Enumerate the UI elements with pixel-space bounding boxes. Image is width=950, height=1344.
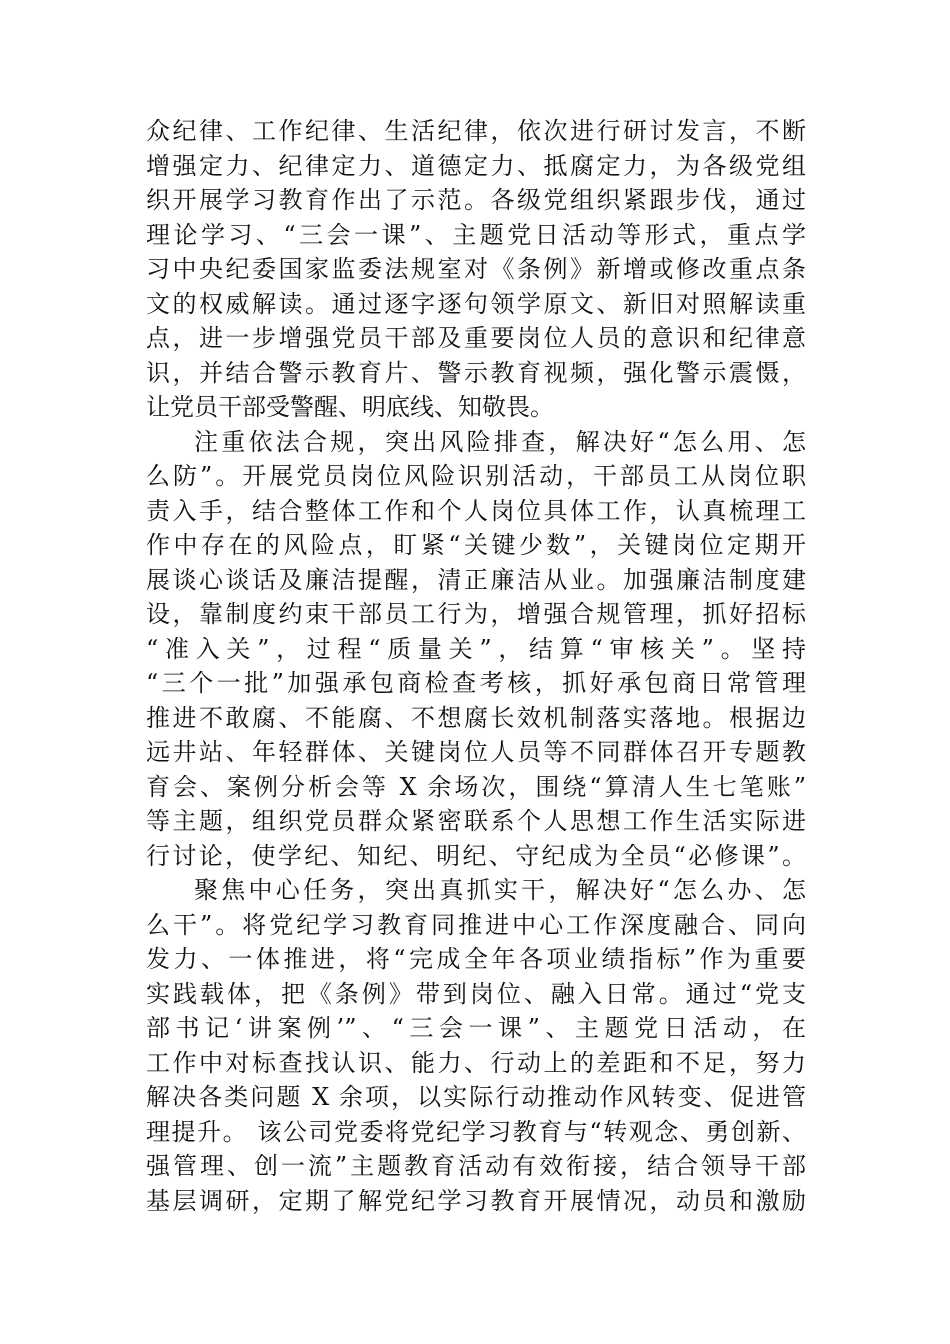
text-line: 么防”。开展党员岗位风险识别活动，干部员工从岗位职 [146, 462, 806, 490]
text-line: 实践载体，把《条例》带到岗位、融入日常。通过“党支 [146, 979, 806, 1008]
text-line: 让党员干部受警醒、明底线、知敬畏。 [146, 393, 554, 421]
text-line: “准入关”，过程“质量关”，结算“审核关”。坚持 [146, 634, 806, 663]
text-line: 远井站、年轻群体、关键岗位人员等不同群体召开专题教 [146, 738, 806, 766]
text-line: 聚焦中心任务，突出真抓实干，解决好“怎么办、怎 [194, 876, 806, 904]
text-line: 发力、一体推进，将“完成全年各项业绩指标”作为重要 [146, 945, 806, 973]
text-line: 基层调研，定期了解党纪学习教育开展情况，动员和激励 [146, 1186, 806, 1215]
text-line: 么干”。将党纪学习教育同推进中心工作深度融合、同向 [146, 910, 806, 939]
text-line: 注重依法合规，突出风险排查，解决好“怎么用、怎 [194, 427, 806, 456]
text-line: 习中央纪委国家监委法规室对《条例》新增或修改重点条 [146, 255, 806, 283]
text-line: 推进不敢腐、不能腐、不想腐长效机制落实落地。根据边 [146, 703, 806, 732]
text-line: 强管理、创一流”主题教育活动有效衔接，结合领导干部 [146, 1152, 806, 1180]
text-line: 众纪律、工作纪律、生活纪律，依次进行研讨发言，不断 [146, 117, 806, 145]
text-line: 工作中对标查找认识、能力、行动上的差距和不足，努力 [146, 1048, 806, 1077]
text-line: 理论学习、“三会一课”、主题党日活动等形式，重点学 [146, 220, 806, 249]
text-line: 解决各类问题 X 余项，以实际行动推动作风转变、促进管 [146, 1083, 806, 1111]
paragraph-compliance [146, 425, 806, 874]
paragraph-central-tasks [146, 873, 806, 1218]
text-line: 识，并结合警示教育片、警示教育视频，强化警示震慑， [146, 358, 806, 387]
text-line: “三个一批”加强承包商检查考核，抓好承包商日常管理 [146, 669, 806, 697]
text-line: 点，进一步增强党员干部及重要岗位人员的意识和纪律意 [146, 324, 806, 352]
text-line: 作中存在的风险点，盯紧“关键少数”，关键岗位定期开 [146, 531, 806, 559]
paragraph-continuation [146, 114, 806, 425]
text-line: 等主题，组织党员群众紧密联系个人思想工作生活实际进 [146, 807, 806, 835]
text-line: 设，靠制度约束干部员工行为，增强合规管理，抓好招标 [146, 600, 806, 628]
text-line: 部书记‘讲案例’”、“三会一课”、主题党日活动，在 [146, 1014, 806, 1042]
text-line: 行讨论，使学纪、知纪、明纪、守纪成为全员“必修课”。 [146, 841, 806, 870]
text-line: 理提升。 该公司党委将党纪学习教育与“转观念、勇创新、 [146, 1117, 806, 1146]
text-line: 责入手，结合整体工作和个人岗位具体工作，认真梳理工 [146, 496, 806, 525]
text-line: 育会、案例分析会等 X 余场次，围绕“算清人生七笔账” [146, 772, 806, 801]
text-line: 展谈心谈话及廉洁提醒，清正廉洁从业。加强廉洁制度建 [146, 565, 806, 594]
text-line: 增强定力、纪律定力、道德定力、抵腐定力，为各级党组 [146, 151, 806, 180]
text-line: 文的权威解读。通过逐字逐句领学原文、新旧对照解读重 [146, 289, 806, 318]
document-body [146, 114, 806, 1218]
text-line: 织开展学习教育作出了示范。各级党组织紧跟步伐，通过 [146, 186, 806, 214]
